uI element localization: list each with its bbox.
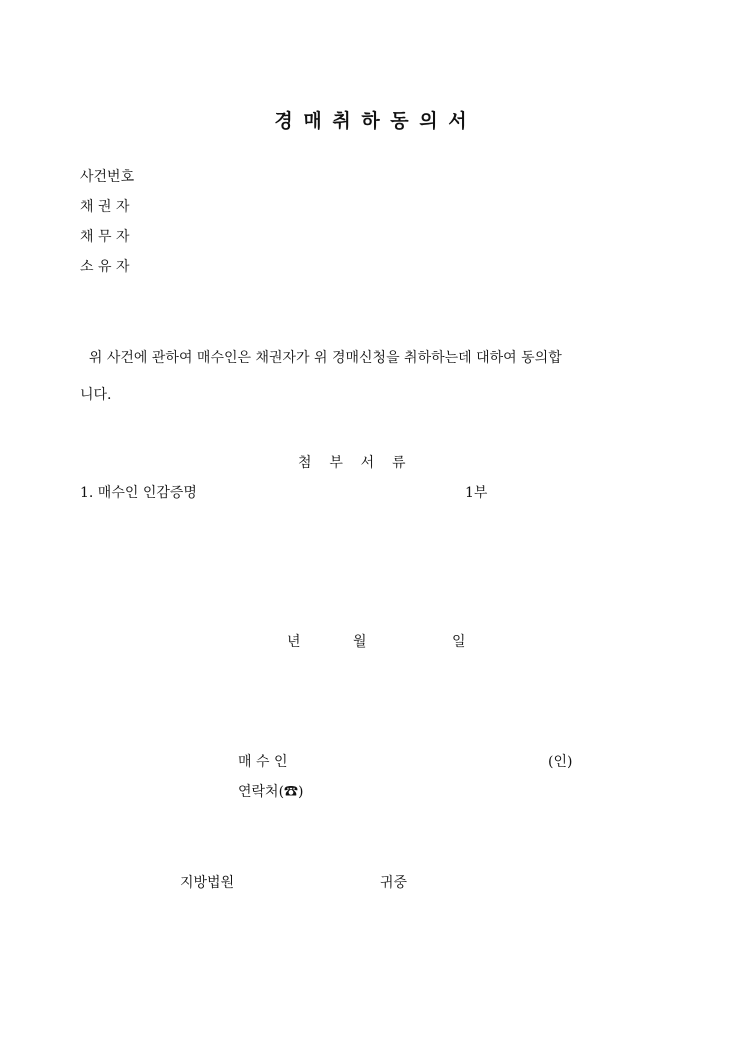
date-year: 년 — [287, 634, 301, 650]
field-case-number: 사건번호 — [80, 169, 135, 185]
body-text-line1: 위 사건에 관하여 매수인은 채권자가 위 경매신청을 취하하는데 대하여 동의합 — [80, 350, 562, 366]
court-name: 지방법원 — [180, 875, 235, 891]
date-day: 일 — [452, 634, 466, 650]
body-text-line2: 니다. — [80, 387, 112, 403]
buyer-label: 매 수 인 — [238, 754, 288, 770]
field-debtor: 채 무 자 — [80, 229, 130, 245]
document-title: 경 매 취 하 동 의 서 — [274, 110, 469, 132]
attachment-item-label: 1. 매수인 인감증명 — [80, 485, 197, 501]
field-creditor: 채 권 자 — [80, 199, 130, 215]
seal-mark: (인) — [548, 754, 573, 770]
attachments-heading: 첨 부 서 류 — [298, 455, 406, 471]
date-month: 월 — [353, 634, 367, 650]
field-owner: 소 유 자 — [80, 259, 130, 275]
contact-label: 연락처(☎) — [238, 784, 304, 800]
attachment-item-qty: 1부 — [465, 485, 488, 501]
court-honorific: 귀중 — [380, 875, 408, 891]
